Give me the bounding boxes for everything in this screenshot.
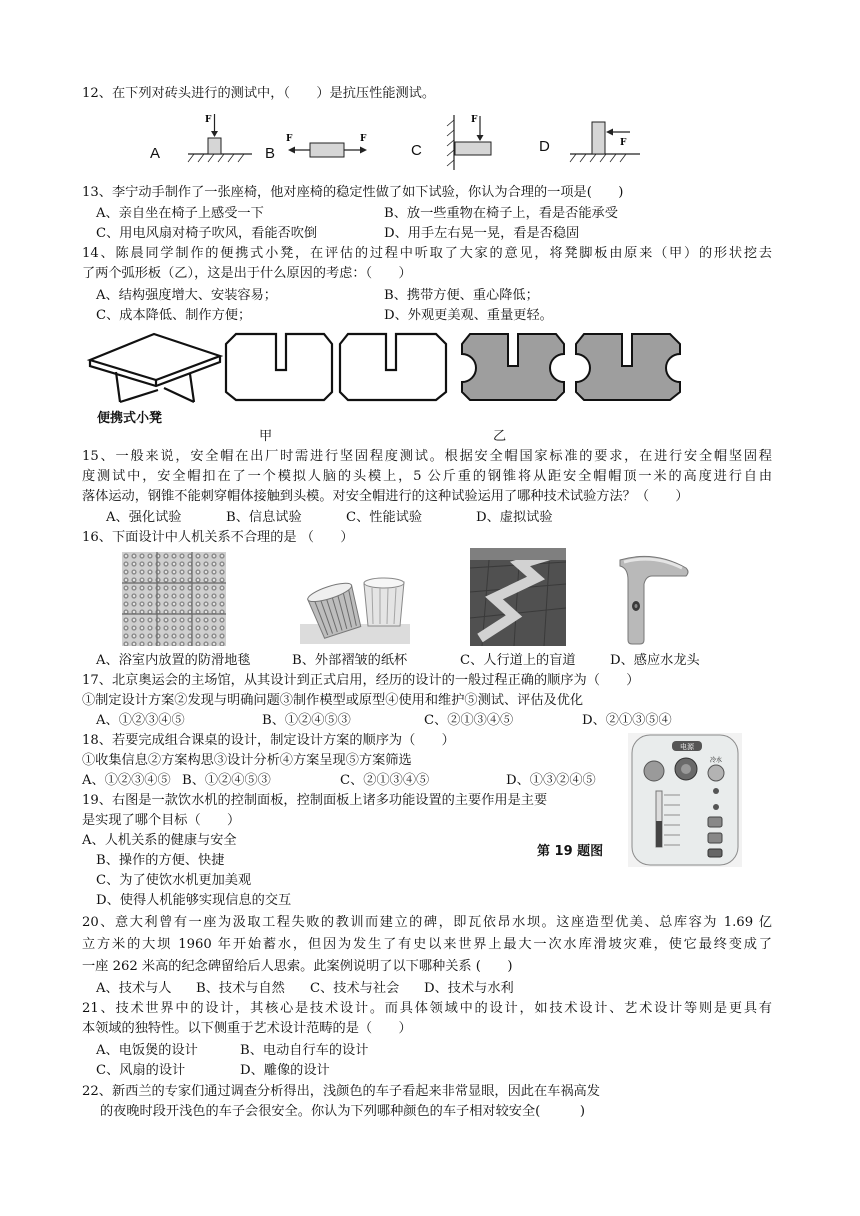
q14-stool-figure [86, 330, 696, 410]
q13-stem: 13、李宁动手制作了一张座椅，他对座椅的稳定性做了如下试验，你认为合理的一项是( ) [82, 185, 624, 200]
q12-label-d: D [539, 138, 550, 155]
q17-option-a: A、①②③④⑤ [96, 713, 185, 728]
q17-steps: ①制定设计方案②发现与明确问题③制作模型或原型④使用和维护⑤测试、评估及优化 [82, 693, 584, 708]
svg-text:F: F [286, 134, 293, 144]
q12-label-c: C [411, 142, 422, 159]
q12-label-b: B [265, 145, 276, 162]
q16-option-a: A、浴室内放置的防滑地毯 [96, 653, 251, 668]
q14-option-b: B、携带方便、重心降低； [384, 288, 539, 303]
q19-stem-line2: 是实现了哪个目标（ ） [82, 813, 241, 828]
q17-option-c: C、②①③④⑤ [424, 713, 514, 728]
brick-test-d [570, 122, 640, 162]
anti-slip-mat-image [122, 552, 226, 646]
q16-option-d: D、感应水龙头 [610, 653, 700, 668]
leg-board-yi [462, 334, 680, 400]
q20-option-b: B、技术与自然 [196, 981, 285, 996]
label-jia: 甲 [259, 429, 273, 444]
q20-stem-line1: 20、意大利曾有一座为汲取工程失败的教训而建立的碑，即瓦依昂水坝。这座造型优美、总库容为 1.69 亿 [82, 915, 772, 930]
q21-option-a: A、电饭煲的设计 [96, 1043, 198, 1058]
q13-option-b: B、放一些重物在椅子上，看是否能承受 [384, 206, 618, 221]
q15-stem-line3: 落体运动，钢锥不能刺穿帽体接触到头模。对安全帽进行的这种试验运用了哪种技术试验方法？（ ） [82, 489, 689, 504]
q13-option-c: C、用电风扇对椅子吹风，看能否吹倒 [96, 226, 318, 241]
q19-option-b: B、操作的方便、快捷 [96, 853, 225, 868]
q19-stem-line1: 19、右图是一款饮水机的控制面板，控制面板上诸多功能设置的主要作用是主要 [82, 793, 548, 808]
q12-label-a: A [150, 145, 161, 162]
q12-brick-tests-figure [140, 110, 660, 170]
q18-option-c: C、②①③④⑤ [340, 773, 430, 788]
q20-option-a: A、技术与人 [96, 981, 172, 996]
q20-stem-line2: 立方米的大坝 1960 年开始蓄水，但因为发生了有史以来世界上最大一次水库滑坡灾难，使它最终变成了 [82, 937, 772, 952]
brick-test-c [447, 115, 491, 170]
q15-stem-line1: 15、一般来说，安全帽在出厂时需进行坚固程度测试。根据安全帽国家标准的要求，在进行安全帽坚固程 [82, 449, 772, 464]
portable-stool-drawing [90, 334, 220, 402]
svg-text:F: F [620, 138, 627, 148]
q19-option-a: A、人机关系的健康与安全 [82, 833, 237, 848]
q14-option-c: C、成本降低、制作方便； [96, 308, 252, 323]
q16-option-b: B、外部褶皱的纸杯 [292, 653, 408, 668]
svg-text:F: F [471, 115, 478, 125]
q18-stem: 18、若要完成组合课桌的设计，制定设计方案的顺序为（ ） [82, 733, 455, 748]
q15-option-a: A、强化试验 [106, 510, 182, 525]
q13-option-d: D、用手左右晃一晃，看是否稳固 [384, 226, 580, 241]
q21-option-d: D、雕像的设计 [240, 1063, 330, 1078]
q19-option-d: D、使得人机能够实现信息的交互 [96, 893, 292, 908]
q14-stem-line2: 了两个弧形板（乙），这是出于什么原因的考虑：（ ） [82, 266, 412, 281]
q15-stem-line2: 度测试中，安全帽扣在了一个模拟人脑的头模上，5 公斤重的钢锥将从距安全帽帽顶一米的高度进行自由 [82, 469, 772, 484]
q16-option-c: C、人行道上的盲道 [460, 653, 576, 668]
tactile-paving-image [470, 548, 566, 646]
panel-cold-label: 冷水 [709, 757, 723, 764]
q21-option-b: B、电动自行车的设计 [240, 1043, 369, 1058]
q22-stem-line1: 22、新西兰的专家们通过调查分析得出，浅颜色的车子看起来非常显眼，因此在车祸高发 [82, 1084, 600, 1099]
q14-option-d: D、外观更美观、重量更轻。 [384, 308, 553, 323]
panel-power-label: 电源 [680, 743, 694, 751]
water-dispenser-control-panel [628, 733, 742, 867]
q19-figure-caption: 第 19 题图 [537, 844, 604, 859]
q17-option-d: D、②①③⑤④ [582, 713, 672, 728]
sensor-faucet-image [614, 550, 694, 646]
q15-option-d: D、虚拟试验 [476, 510, 553, 525]
brick-test-a [188, 114, 252, 162]
q20-option-d: D、技术与水利 [424, 981, 514, 996]
q17-option-b: B、①②④⑤③ [262, 713, 351, 728]
q18-option-d: D、①③②④⑤ [506, 773, 596, 788]
q21-option-c: C、风扇的设计 [96, 1063, 186, 1078]
q14-stem-line1: 14、陈晨同学制作的便携式小凳，在评估的过程中听取了大家的意见，将凳脚板由原来（甲）的形状挖去 [82, 246, 772, 261]
q14-option-a: A、结构强度增大、安装容易； [96, 288, 277, 303]
q15-option-c: C、性能试验 [346, 510, 423, 525]
q22-stem-line2: 的夜晚时段开浅色的车子会很安全。你认为下列哪种颜色的车子相对较安全( ) [100, 1104, 586, 1119]
q15-option-b: B、信息试验 [226, 510, 302, 525]
label-yi: 乙 [493, 429, 507, 444]
q16-stem: 16、下面设计中人机关系不合理的是 （ ） [82, 530, 354, 545]
q21-stem-line1: 21、技术世界中的设计，其核心是技术设计。而具体领域中的设计，如技术设计、艺术设计等则是更具有 [82, 1001, 772, 1016]
q12-stem: 12、在下列对砖头进行的测试中，（ ）是抗压性能测试。 [82, 86, 436, 101]
brick-test-b [286, 134, 367, 157]
q21-stem-line2: 本领域的独特性。以下侧重于艺术设计范畴的是（ ） [82, 1021, 412, 1036]
q18-steps: ①收集信息②方案构思③设计分析④方案呈现⑤方案筛选 [82, 753, 412, 768]
q19-option-c: C、为了使饮水机更加美观 [96, 873, 252, 888]
q18-option-b: B、①②④⑤③ [182, 773, 271, 788]
pleated-paper-cup-image [300, 560, 410, 644]
svg-text:F: F [205, 115, 212, 125]
stool-caption: 便携式小凳 [97, 411, 163, 426]
q20-stem-line3: 一座 262 米高的纪念碑留给后人思索。此案例说明了以下哪种关系 ( ) [82, 959, 513, 974]
svg-text:F: F [360, 134, 367, 144]
q20-option-c: C、技术与社会 [310, 981, 400, 996]
q13-option-a: A、亲自坐在椅子上感受一下 [96, 206, 264, 221]
q18-option-a: A、①②③④⑤ [82, 773, 171, 788]
q17-stem: 17、北京奥运会的主场馆，从其设计到正式启用，经历的设计的一般过程正确的顺序为（ ） [82, 673, 640, 688]
leg-board-jia [226, 334, 446, 400]
